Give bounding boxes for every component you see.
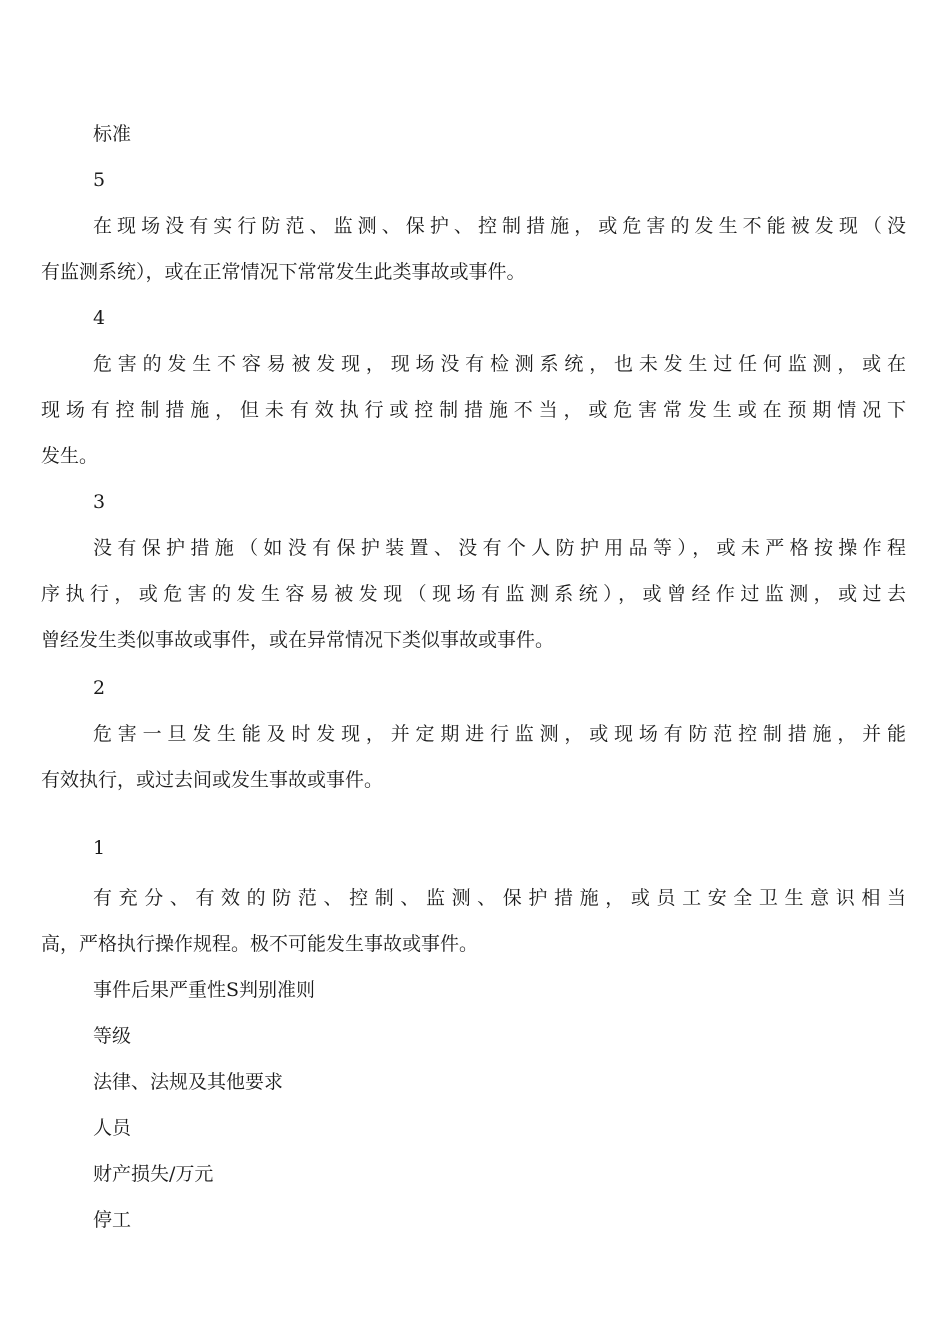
severity-title: 事件后果严重性S判别准则 — [93, 979, 316, 1001]
severity-header-legal: 法律、法规及其他要求 — [93, 1071, 284, 1093]
level-description-line: 现场有控制措施，但未有效执行或控制措施不当，或危害常发生或在预期情况下 — [41, 399, 906, 421]
severity-header-property-loss: 财产损失/万元 — [93, 1163, 214, 1185]
level-number: 4 — [93, 307, 106, 329]
level-number: 2 — [93, 677, 106, 699]
level-description-line: 危害一旦发生能及时发现，并定期进行监测，或现场有防范控制措施，并能 — [93, 723, 906, 745]
level-number: 5 — [93, 169, 106, 191]
severity-header-downtime: 停工 — [93, 1209, 132, 1231]
severity-header-personnel: 人员 — [93, 1117, 132, 1139]
level-description-line: 序执行，或危害的发生容易被发现（现场有监测系统），或曾经作过监测，或过去 — [41, 583, 906, 605]
severity-header-grade: 等级 — [93, 1025, 132, 1047]
level-description-line: 有效执行，或过去间或发生事故或事件。 — [41, 769, 384, 791]
level-description-line: 没有保护措施（如没有保护装置、没有个人防护用品等），或未严格按操作程 — [93, 537, 906, 559]
level-description-line: 曾经发生类似事故或事件，或在异常情况下类似事故或事件。 — [41, 629, 555, 651]
level-description-line: 有监测系统），或在正常情况下常常发生此类事故或事件。 — [41, 261, 526, 283]
level-description-line: 高，严格执行操作规程。极不可能发生事故或事件。 — [41, 933, 479, 955]
level-number: 3 — [93, 491, 106, 513]
heading-standard: 标准 — [93, 123, 132, 145]
level-description-line: 危害的发生不容易被发现，现场没有检测系统，也未发生过任何监测，或在 — [93, 353, 906, 375]
level-number: 1 — [93, 837, 106, 859]
level-description-line: 在现场没有实行防范、监测、保护、控制措施，或危害的发生不能被发现（没 — [93, 215, 906, 237]
level-description-line: 发生。 — [41, 445, 99, 467]
level-description-line: 有充分、有效的防范、控制、监测、保护措施，或员工安全卫生意识相当 — [93, 887, 906, 909]
